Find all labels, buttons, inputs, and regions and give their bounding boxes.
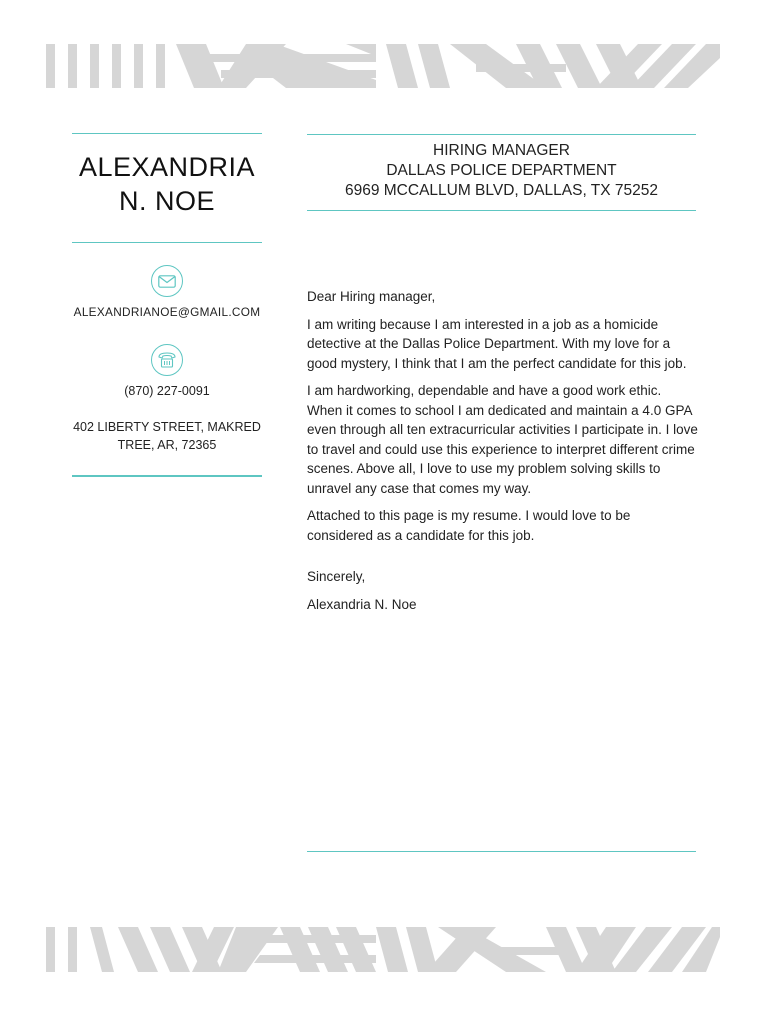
sender-address-line1: 402 LIBERTY STREET, MAKRED [73,420,261,434]
recipient-block [307,141,696,201]
sender-address-line2: TREE, AR, 72365 [117,438,217,452]
bottom-decorative-pattern [46,927,720,972]
recipient-title: HIRING MANAGER [433,142,570,159]
name-bottom-rule [72,242,262,243]
letter-paragraph: Attached to this page is my resume. I would love to be considered as a candidate for this job. [307,508,631,543]
sender-name-line1: ALEXANDRIA [78,152,256,182]
letter-salutation: Dear Hiring manager, [307,289,436,304]
letter-signature: Alexandria N. Noe [307,596,417,612]
sender-address [72,418,262,454]
name-top-rule [72,133,262,134]
sender-name-line2: N. NOE [118,186,215,216]
envelope-icon [151,265,183,297]
letter-closing: Sincerely, [307,569,366,584]
telephone-icon [151,344,183,376]
recipient-bottom-rule [307,210,696,211]
letter-paragraph: I am writing because I am interested in a job as a homicide detective at the Dallas Police Department. With my love for a good mystery, I think that I am the perfect candidate for this job. [307,316,687,371]
recipient-top-rule [307,134,696,135]
top-decorative-pattern [46,44,720,88]
recipient-address: 6969 MCCALLUM BLVD, DALLAS, TX 75252 [344,182,659,199]
letter-bottom-rule [307,851,696,852]
contact-bottom-rule [72,475,262,477]
letter-paragraph: I am hardworking, dependable and have a good work ethic. When it comes to school I am dedicated and maintain a 4.0 GPA even through all ten extracurricular activities I participate in. I love to travel and could use this experience to interpret different crime scenes. Above all, I love to use my problem solving skills to unravel any case that comes my way. [307,383,698,496]
sender-phone: (870) 227-0091 [124,384,210,398]
letter-body [307,287,699,622]
sender-email: ALEXANDRIANOE@GMAIL.COM [73,305,261,319]
recipient-organization: DALLAS POLICE DEPARTMENT [386,162,617,179]
sender-name [72,150,262,218]
